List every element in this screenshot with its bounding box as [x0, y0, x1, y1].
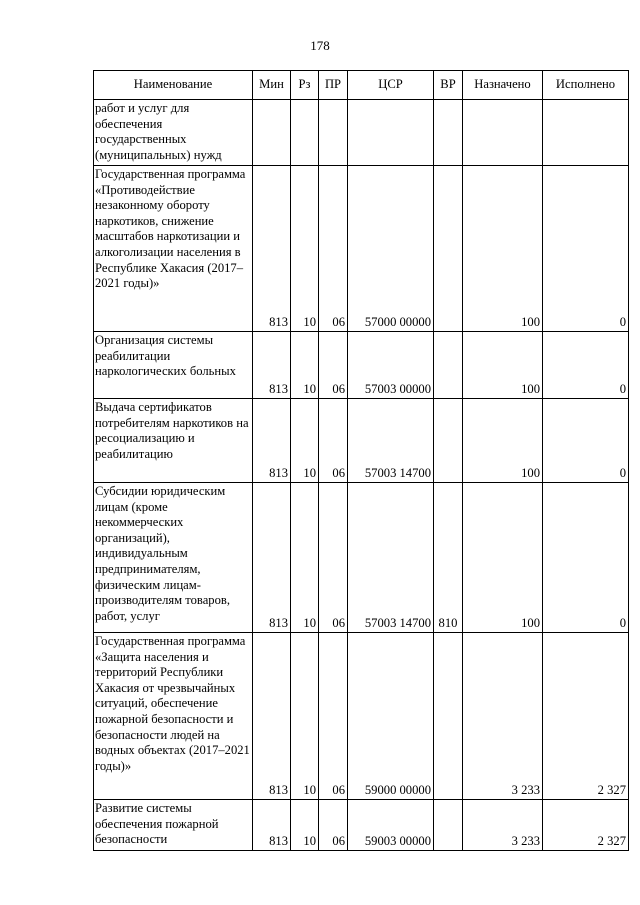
- row-csr: [348, 100, 434, 166]
- header-vr: ВР: [434, 71, 463, 100]
- row-rz: 10: [291, 332, 319, 399]
- table-row: [94, 332, 629, 399]
- row-name: работ и услуг для обеспечения государственных (муниципальных) нужд: [94, 100, 253, 166]
- row-rz: 10: [291, 633, 319, 800]
- row-assigned: 3 233: [463, 800, 543, 851]
- row-min: 813: [253, 399, 291, 483]
- row-executed: 2 327: [543, 633, 629, 800]
- header-row: [94, 71, 629, 100]
- row-vr: [434, 100, 463, 166]
- row-pr: 06: [319, 483, 348, 633]
- row-pr: 06: [319, 800, 348, 851]
- row-executed: 2 327: [543, 800, 629, 851]
- row-assigned: 100: [463, 332, 543, 399]
- row-name: Организация системы реабилитации наркологических больных: [94, 332, 253, 399]
- row-min: [253, 100, 291, 166]
- row-min: 813: [253, 800, 291, 851]
- row-name: Государственная программа «Защита населения и территорий Республики Хакасия от чрезвычайных ситуаций, обеспечение пожарной безопасности и безопасности людей на водных объектах (2017–2021 годы)»: [94, 633, 253, 800]
- row-min: 813: [253, 332, 291, 399]
- table-row: [94, 633, 629, 800]
- row-csr: 57003 00000: [348, 332, 434, 399]
- row-rz: [291, 100, 319, 166]
- row-executed: 0: [543, 399, 629, 483]
- row-name: Государственная программа «Противодействие незаконному обороту наркотиков, снижение масштабов наркотизации и алкоголизации населения в Республике Хакасия (2017–2021 годы)»: [94, 166, 253, 332]
- budget-table: [93, 70, 629, 851]
- header-assigned: Назначено: [463, 71, 543, 100]
- row-vr: 810: [434, 483, 463, 633]
- row-executed: [543, 100, 629, 166]
- row-min: 813: [253, 483, 291, 633]
- row-csr: 57003 14700: [348, 399, 434, 483]
- row-csr: 59000 00000: [348, 633, 434, 800]
- row-vr: [434, 633, 463, 800]
- row-executed: 0: [543, 332, 629, 399]
- header-rz: Рз: [291, 71, 319, 100]
- row-vr: [434, 800, 463, 851]
- table-row: [94, 483, 629, 633]
- row-name: Развитие системы обеспечения пожарной безопасности: [94, 800, 253, 851]
- page-number: 178: [310, 38, 330, 53]
- table-row: [94, 399, 629, 483]
- row-assigned: 100: [463, 483, 543, 633]
- row-name: Выдача сертификатов потребителям наркотиков на ресоциализацию и реабилитацию: [94, 399, 253, 483]
- row-rz: 10: [291, 166, 319, 332]
- row-csr: 57003 14700: [348, 483, 434, 633]
- row-assigned: 100: [463, 166, 543, 332]
- row-name: Субсидии юридическим лицам (кроме некоммерческих организаций), индивидуальным предпринимателям, физическим лицам-производителям товаров, работ, услуг: [94, 483, 253, 633]
- row-vr: [434, 166, 463, 332]
- row-rz: 10: [291, 483, 319, 633]
- row-pr: 06: [319, 399, 348, 483]
- row-pr: 06: [319, 633, 348, 800]
- row-min: 813: [253, 633, 291, 800]
- header-csr: ЦСР: [348, 71, 434, 100]
- header-executed: Исполнено: [543, 71, 629, 100]
- row-pr: 06: [319, 166, 348, 332]
- row-assigned: [463, 100, 543, 166]
- header-min: Мин: [253, 71, 291, 100]
- row-executed: 0: [543, 166, 629, 332]
- row-min: 813: [253, 166, 291, 332]
- table-row: [94, 100, 629, 166]
- row-csr: 59003 00000: [348, 800, 434, 851]
- row-assigned: 3 233: [463, 633, 543, 800]
- row-vr: [434, 332, 463, 399]
- row-pr: [319, 100, 348, 166]
- table-row: [94, 166, 629, 332]
- row-rz: 10: [291, 399, 319, 483]
- row-executed: 0: [543, 483, 629, 633]
- header-name: Наименование: [94, 71, 253, 100]
- row-assigned: 100: [463, 399, 543, 483]
- row-rz: 10: [291, 800, 319, 851]
- header-pr: ПР: [319, 71, 348, 100]
- row-vr: [434, 399, 463, 483]
- row-csr: 57000 00000: [348, 166, 434, 332]
- table-row: [94, 800, 629, 851]
- row-pr: 06: [319, 332, 348, 399]
